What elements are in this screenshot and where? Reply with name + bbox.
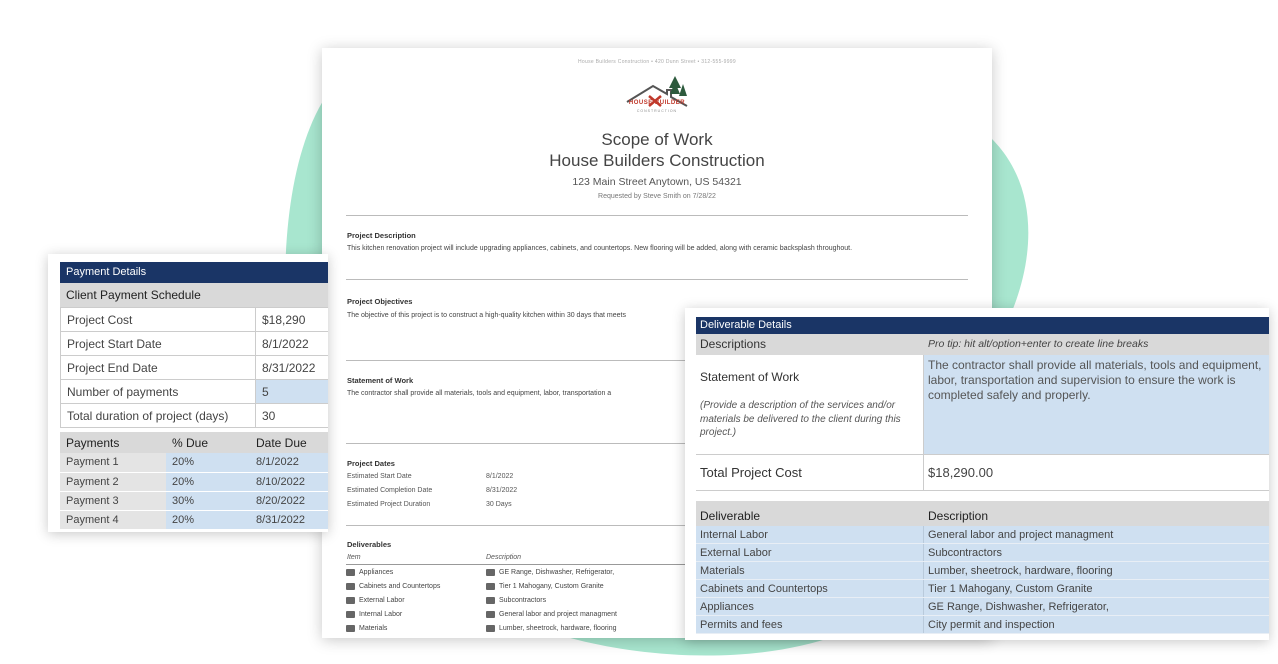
column-header: Description [928,509,989,523]
descriptions-label: Descriptions [700,337,767,351]
statement-of-work-heading: Statement of Work [347,376,414,385]
total-project-cost-label: Total Project Cost [696,455,924,490]
deliverable-item: External Labor [346,597,405,604]
payment-pct[interactable]: 30% [166,491,250,510]
table-row [60,491,328,510]
deliverable-cell[interactable]: Appliances [696,598,924,615]
deliverable-description: Tier 1 Mahogany, Custom Granite [486,583,604,590]
row-label: Total duration of project (days) [61,404,256,428]
company-address: 123 Main Street Anytown, US 54321 [572,176,742,188]
description-cell[interactable]: Subcontractors [924,544,1269,561]
project-description-heading: Project Description [347,231,416,240]
description-cell[interactable]: City permit and inspection [924,616,1269,633]
row-value[interactable]: 30 [256,404,329,428]
date-label: Estimated Start Date [347,473,412,480]
description-cell[interactable]: Tier 1 Mahogany, Custom Granite [924,580,1269,597]
statement-of-work-cell[interactable]: The contractor shall provide all materials, tools and equipment, labor, transportation and supervision to ensure the work is completed safely and properly. [924,355,1269,454]
logo-name: HOUSE BUILDER [628,100,686,106]
client-payment-schedule-header: Client Payment Schedule [60,283,328,307]
project-objectives-heading: Project Objectives [347,297,413,306]
deliverable-description: Lumber, sheetrock, hardware, flooring [486,625,617,632]
statement-of-work-text: The contractor shall provide all materials, tools and equipment, labor, transportation a [347,390,612,397]
checkbox-icon [486,597,495,604]
description-cell[interactable]: General labor and project managment [924,526,1269,543]
date-value: 8/31/2022 [486,487,518,494]
description-cell[interactable]: Lumber, sheetrock, hardware, flooring [924,562,1269,579]
table-row [61,380,329,404]
statement-of-work-hint: (Provide a description of the services and/or materials be delivered to the client during this project.) [700,400,901,438]
row-label: Number of payments [61,380,256,404]
deliverable-item: Internal Labor [346,611,402,618]
company-name: House Builders Construction [549,151,765,170]
table-row [696,526,1269,544]
table-row [696,580,1269,598]
divider [346,279,968,280]
table-row [61,308,329,332]
payment-date[interactable]: 8/31/2022 [250,510,328,529]
table-row [60,453,328,472]
column-header: Deliverable [700,509,761,523]
logo-subtitle: CONSTRUCTION [636,109,678,113]
table-row [61,404,329,428]
payment-name: Payment 3 [60,491,166,510]
payment-date[interactable]: 8/10/2022 [250,472,328,491]
table-row [696,616,1269,634]
payment-name: Payment 1 [60,453,166,472]
payment-details-header: Payment Details [60,262,328,283]
row-label: Project Start Date [61,332,256,356]
table-row [696,562,1269,580]
deliverable-description: General labor and project managment [486,611,617,618]
deliverable-cell[interactable]: Cabinets and Countertops [696,580,924,597]
deliverable-cell[interactable]: External Labor [696,544,924,561]
payment-date[interactable]: 8/1/2022 [250,453,328,472]
table-row [61,356,329,380]
date-value: 30 Days [486,501,512,508]
row-value[interactable]: $18,290 [256,308,329,332]
checkbox-icon [486,611,495,618]
date-value: 8/1/2022 [486,473,514,480]
row-value[interactable]: 8/1/2022 [256,332,329,356]
row-value[interactable]: 5 [256,380,329,404]
row-label: Project End Date [61,356,256,380]
checkbox-icon [346,569,355,576]
checkbox-icon [346,625,355,632]
divider [346,215,968,216]
deliverable-description: GE Range, Dishwasher, Refrigerator, [486,569,614,576]
payment-pct[interactable]: 20% [166,472,250,491]
document-header-contact: House Builders Construction • 420 Dunn Street • 312-555-9999 [578,59,736,65]
deliverable-details-header: Deliverable Details [696,317,1269,334]
column-header: Date Due [250,432,328,453]
table-row [60,472,328,491]
deliverable-description: Subcontractors [486,597,546,604]
table-row [60,510,328,529]
table-row [61,332,329,356]
statement-of-work-label: Statement of Work [700,370,800,384]
project-objectives-text: The objective of this project is to construct a high-quality kitchen within 30 days that meets [347,312,626,319]
payment-date[interactable]: 8/20/2022 [250,491,328,510]
checkbox-icon [346,597,355,604]
table-header-row [60,432,328,453]
row-value[interactable]: 8/31/2022 [256,356,329,380]
payment-summary-table [60,307,328,428]
checkbox-icon [486,625,495,632]
document-title: Scope of Work [601,130,713,149]
project-dates-heading: Project Dates [347,459,395,468]
payment-pct[interactable]: 20% [166,510,250,529]
payment-name: Payment 2 [60,472,166,491]
deliverable-cell[interactable]: Materials [696,562,924,579]
project-description-text: This kitchen renovation project will include upgrading appliances, cabinets, and countertops. New flooring will be added, along with ceramic backsplash throughout. [347,245,853,252]
table-row [696,598,1269,616]
requested-by: Requested by Steve Smith on 7/28/22 [598,193,716,200]
deliverables-item-column-header: Item [347,554,361,561]
divider [346,564,692,565]
deliverable-item: Appliances [346,569,393,576]
deliverable-cell[interactable]: Internal Labor [696,526,924,543]
payment-name: Payment 4 [60,510,166,529]
payment-details-sheet [48,254,328,532]
date-label: Estimated Completion Date [347,487,433,494]
payments-table [60,432,328,530]
table-row [696,544,1269,562]
total-project-cost-value: $18,290.00 [928,465,994,480]
checkbox-icon [486,583,495,590]
descriptions-row [696,334,1269,355]
deliverables-description-column-header: Description [486,554,522,561]
pro-tip: Pro tip: hit alt/option+enter to create line breaks [928,338,1149,350]
column-header: % Due [166,432,250,453]
payment-pct[interactable]: 20% [166,453,250,472]
deliverables-heading: Deliverables [347,540,392,549]
deliverable-cell[interactable]: Permits and fees [696,616,924,633]
checkbox-icon [486,569,495,576]
deliverable-item: Materials [346,625,387,632]
deliverables-table-header [696,501,1269,526]
date-label: Estimated Project Duration [347,501,431,508]
row-label: Project Cost [61,308,256,332]
deliverable-item: Cabinets and Countertops [346,583,440,590]
checkbox-icon [346,583,355,590]
checkbox-icon [346,611,355,618]
column-header: Payments [60,432,166,453]
total-project-cost-row [696,455,1269,491]
statement-of-work-row [696,355,1269,455]
description-cell[interactable]: GE Range, Dishwasher, Refrigerator, [924,598,1269,615]
deliverable-details-sheet [685,308,1269,640]
